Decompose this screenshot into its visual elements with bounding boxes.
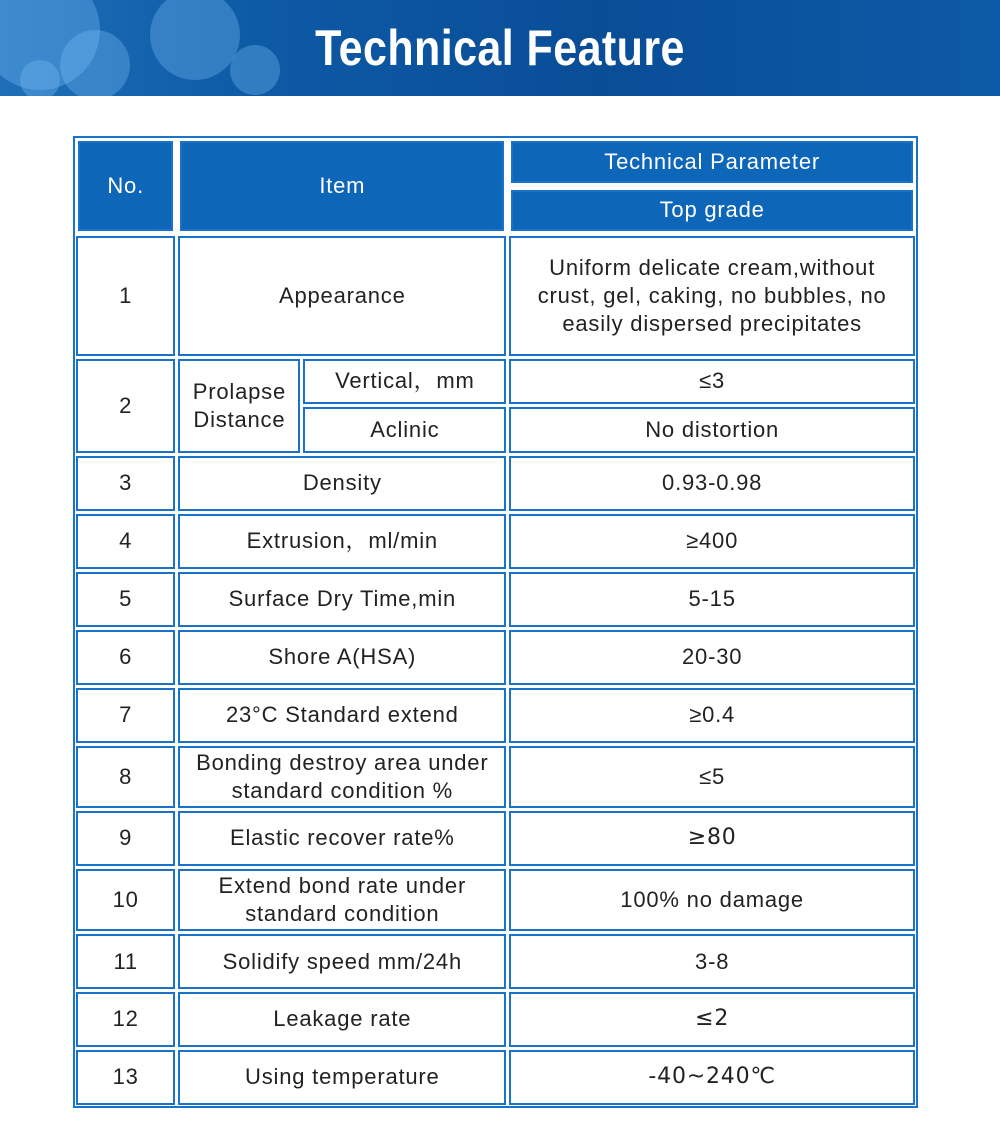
table-row	[76, 236, 915, 355]
cell-value: ≥400	[509, 514, 915, 569]
cell-item: Surface Dry Time,min	[178, 572, 506, 627]
cell-no: 7	[76, 688, 175, 743]
cell-item: Bonding destroy area under standard condition %	[178, 746, 506, 808]
table-header-row	[76, 139, 915, 185]
header-banner	[0, 0, 1000, 96]
cell-no: 6	[76, 630, 175, 685]
cell-value: Uniform delicate cream,without crust, gel, caking, no bubbles, no easily dispersed precipitates	[509, 236, 915, 355]
header-grade: Top grade	[509, 188, 915, 234]
cell-no: 2	[76, 359, 175, 453]
table-row	[76, 869, 915, 931]
table-row	[76, 572, 915, 627]
cell-item: Density	[178, 456, 506, 511]
cell-no: 13	[76, 1050, 175, 1105]
table-row	[76, 1050, 915, 1105]
table-row	[76, 359, 915, 405]
decor-bubble	[20, 60, 60, 96]
cell-value: ≥0.4	[509, 688, 915, 743]
table-row	[76, 514, 915, 569]
spec-table	[73, 136, 918, 1108]
cell-value: -40~240℃	[509, 1050, 915, 1105]
header-item: Item	[178, 139, 506, 233]
cell-item: Elastic recover rate%	[178, 811, 506, 866]
cell-value: ≤2	[509, 992, 915, 1047]
cell-value: 20-30	[509, 630, 915, 685]
table-row	[76, 746, 915, 808]
header-no: No.	[76, 139, 175, 233]
cell-item: Using temperature	[178, 1050, 506, 1105]
cell-value: 5-15	[509, 572, 915, 627]
cell-no: 8	[76, 746, 175, 808]
cell-item: 23°C Standard extend	[178, 688, 506, 743]
table-row	[76, 992, 915, 1047]
cell-value: ≤3	[509, 359, 915, 405]
cell-no: 12	[76, 992, 175, 1047]
cell-subitem: Aclinic	[303, 407, 506, 453]
cell-value: ≤5	[509, 746, 915, 808]
cell-value: ≥80	[509, 811, 915, 866]
cell-item: Shore A(HSA)	[178, 630, 506, 685]
cell-item: Extend bond rate under standard condition	[178, 869, 506, 931]
cell-no: 11	[76, 934, 175, 989]
cell-value: 3-8	[509, 934, 915, 989]
cell-value: No distortion	[509, 407, 915, 453]
table-row	[76, 688, 915, 743]
cell-value: 0.93-0.98	[509, 456, 915, 511]
page-title: Technical Feature	[315, 20, 685, 76]
cell-no: 4	[76, 514, 175, 569]
cell-no: 1	[76, 236, 175, 355]
cell-no: 3	[76, 456, 175, 511]
cell-no: 10	[76, 869, 175, 931]
cell-no: 9	[76, 811, 175, 866]
cell-item: Leakage rate	[178, 992, 506, 1047]
cell-item: Prolapse Distance	[178, 359, 300, 453]
cell-value: 100% no damage	[509, 869, 915, 931]
cell-item: Solidify speed mm/24h	[178, 934, 506, 989]
table-row	[76, 811, 915, 866]
cell-item: Appearance	[178, 236, 506, 355]
table-row	[76, 456, 915, 511]
cell-item: Extrusion，ml/min	[178, 514, 506, 569]
spec-table-frame	[73, 136, 918, 1108]
cell-subitem: Vertical，mm	[303, 359, 506, 405]
table-row	[76, 630, 915, 685]
header-parameter: Technical Parameter	[509, 139, 915, 185]
cell-no: 5	[76, 572, 175, 627]
table-row	[76, 934, 915, 989]
